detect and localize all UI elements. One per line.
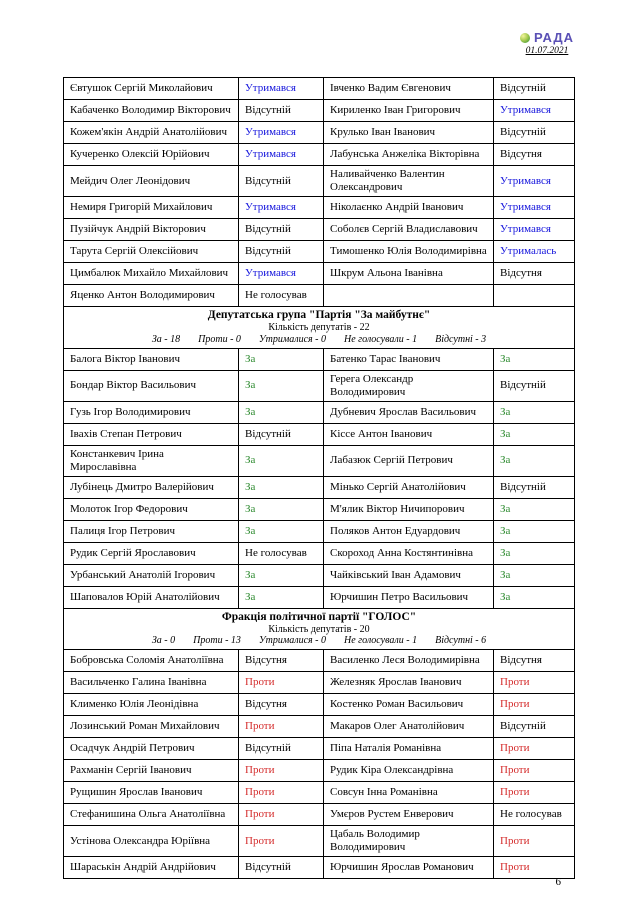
vote-cell: Утримався xyxy=(494,219,575,241)
vote-cell: Утримався xyxy=(494,100,575,122)
deputy-name-cell: Костенко Роман Васильович xyxy=(324,694,494,716)
deputy-name-cell: Рудик Кіра Олександрівна xyxy=(324,760,494,782)
table-row xyxy=(64,498,575,520)
vote-cell: Відсутній xyxy=(239,100,324,122)
table-row xyxy=(64,166,575,197)
table-row xyxy=(64,122,575,144)
vote-stat-item: Утрималися - 0 xyxy=(258,635,327,646)
section-deputy-count: Кількість депутатів - 20 xyxy=(268,623,370,635)
deputy-name-cell: Рущишин Ярослав Іванович xyxy=(64,782,239,804)
vote-cell: Проти xyxy=(494,782,575,804)
deputy-name-cell: Лозинський Роман Михайлович xyxy=(64,716,239,738)
document-date: 01.07.2021 xyxy=(525,46,569,56)
vote-cell: За xyxy=(239,476,324,498)
deputy-name-cell: Клименко Юлія Леонідівна xyxy=(64,694,239,716)
deputy-name-cell: Палиця Ігор Петрович xyxy=(64,520,239,542)
deputy-name-cell: Бобровська Соломія Анатоліївна xyxy=(64,650,239,672)
deputy-name-cell: Поляков Антон Едуардович xyxy=(324,520,494,542)
vote-cell: Утримався xyxy=(239,144,324,166)
table-row xyxy=(64,263,575,285)
vote-cell: Не голосував xyxy=(494,804,575,826)
deputy-name-cell: Євтушок Сергій Миколайович xyxy=(64,78,239,100)
table-row xyxy=(64,197,575,219)
vote-cell: Відсутня xyxy=(239,650,324,672)
vote-cell: Відсутній xyxy=(239,857,324,879)
section-vote-stats xyxy=(70,635,568,647)
rada-logo xyxy=(520,30,574,45)
deputy-name-cell: Кожем'якін Андрій Анатолійович xyxy=(64,122,239,144)
deputy-name-cell: Бондар Віктор Васильович xyxy=(64,370,239,401)
deputy-name-cell: Лабунська Анжеліка Вікторівна xyxy=(324,144,494,166)
deputy-name-cell: Дубневич Ярослав Васильович xyxy=(324,401,494,423)
table-row xyxy=(64,672,575,694)
deputy-name-cell: Макаров Олег Анатолійович xyxy=(324,716,494,738)
vote-cell: Утримався xyxy=(494,197,575,219)
vote-cell: За xyxy=(239,348,324,370)
vote-cell: Утрималась xyxy=(494,241,575,263)
deputy-name-cell: Мінько Сергій Анатолійович xyxy=(324,476,494,498)
vote-cell: Проти xyxy=(239,760,324,782)
vote-cell: За xyxy=(494,348,575,370)
section-header-cell xyxy=(64,307,575,349)
section-header-row xyxy=(64,307,575,349)
deputy-name-cell: Юрчишин Петро Васильович xyxy=(324,586,494,608)
deputy-name-cell: Рудик Сергій Ярославович xyxy=(64,542,239,564)
table-row xyxy=(64,100,575,122)
table-row xyxy=(64,401,575,423)
deputy-name-cell: Скороход Анна Костянтинівна xyxy=(324,542,494,564)
vote-cell: Не голосував xyxy=(239,542,324,564)
deputy-name-cell: Осадчук Андрій Петрович xyxy=(64,738,239,760)
vote-cell: Відсутній xyxy=(239,219,324,241)
deputy-name-cell xyxy=(324,285,494,307)
vote-cell: За xyxy=(239,445,324,476)
vote-cell: Не голосував xyxy=(239,285,324,307)
deputy-name-cell: Крулько Іван Іванович xyxy=(324,122,494,144)
deputy-name-cell: Василенко Леся Володимирівна xyxy=(324,650,494,672)
deputy-name-cell: Кириленко Іван Григорович xyxy=(324,100,494,122)
vote-cell: Проти xyxy=(494,672,575,694)
vote-cell: Проти xyxy=(494,760,575,782)
table-row xyxy=(64,370,575,401)
vote-stat-item: Проти - 13 xyxy=(193,635,241,646)
deputy-name-cell: Гузь Ігор Володимирович xyxy=(64,401,239,423)
vote-cell: Проти xyxy=(494,857,575,879)
deputy-name-cell: Юрчишин Ярослав Романович xyxy=(324,857,494,879)
table-row xyxy=(64,857,575,879)
table-row xyxy=(64,782,575,804)
table-row xyxy=(64,348,575,370)
table-row xyxy=(64,760,575,782)
vote-cell: За xyxy=(494,423,575,445)
deputy-name-cell: Яценко Антон Володимирович xyxy=(64,285,239,307)
vote-cell: Відсутній xyxy=(494,78,575,100)
deputy-name-cell: Молоток Ігор Федорович xyxy=(64,498,239,520)
deputy-name-cell: Лабазюк Сергій Петрович xyxy=(324,445,494,476)
deputy-name-cell: Кучеренко Олексій Юрійович xyxy=(64,144,239,166)
table-row xyxy=(64,423,575,445)
deputy-name-cell: Чайківський Іван Адамович xyxy=(324,564,494,586)
vote-cell: За xyxy=(494,498,575,520)
deputy-name-cell: Цабаль Володимир Володимирович xyxy=(324,826,494,857)
section-vote-stats xyxy=(70,334,568,346)
section-header-row xyxy=(64,608,575,650)
vote-cell: Відсутній xyxy=(239,241,324,263)
deputy-name-cell: Совсун Інна Романівна xyxy=(324,782,494,804)
vote-cell: Утримався xyxy=(239,78,324,100)
vote-cell: Утримався xyxy=(239,122,324,144)
vote-cell: Відсутній xyxy=(239,738,324,760)
vote-cell: За xyxy=(239,498,324,520)
deputy-name-cell: Констанкевич Ірина Мирославівна xyxy=(64,445,239,476)
deputy-name-cell: Лубінець Дмитро Валерійович xyxy=(64,476,239,498)
vote-stat-item: Не голосували - 1 xyxy=(344,333,418,345)
table-row xyxy=(64,520,575,542)
vote-stat-item: Відсутні - 3 xyxy=(435,333,487,345)
vote-cell: За xyxy=(494,542,575,564)
table-row xyxy=(64,716,575,738)
section-title: Фракція політичної партії "ГОЛОС" xyxy=(221,610,417,623)
vote-cell: За xyxy=(494,564,575,586)
vote-stat-item: Не голосували - 1 xyxy=(344,635,418,646)
table-row xyxy=(64,285,575,307)
section-title: Депутатська група "Партія "За майбутнє" xyxy=(207,309,431,321)
deputy-name-cell: Герега Олександр Володимирович xyxy=(324,370,494,401)
table-row xyxy=(64,219,575,241)
vote-cell: За xyxy=(239,401,324,423)
deputy-name-cell: Васильченко Галина Іванівна xyxy=(64,672,239,694)
section-deputy-count: Кількість депутатів - 22 xyxy=(268,322,370,333)
vote-cell: Проти xyxy=(494,738,575,760)
page-number: 6 xyxy=(555,876,561,888)
vote-cell: Проти xyxy=(239,716,324,738)
vote-stat-item: За - 18 xyxy=(151,333,181,345)
deputy-name-cell: Цимбалюк Михайло Михайлович xyxy=(64,263,239,285)
table-row xyxy=(64,144,575,166)
table-row xyxy=(64,564,575,586)
rada-globe-icon xyxy=(520,33,530,43)
table-row xyxy=(64,78,575,100)
table-row xyxy=(64,650,575,672)
vote-cell: Відсутній xyxy=(239,423,324,445)
deputy-name-cell: Кабаченко Володимир Вікторович xyxy=(64,100,239,122)
deputy-name-cell: Урбанський Анатолій Ігорович xyxy=(64,564,239,586)
voting-results-table xyxy=(63,77,575,879)
deputy-name-cell: М'ялик Віктор Ничипорович xyxy=(324,498,494,520)
vote-stat-item: За - 0 xyxy=(151,635,176,646)
vote-cell xyxy=(494,285,575,307)
vote-cell: Утримався xyxy=(239,263,324,285)
deputy-name-cell: Шкрум Альона Іванівна xyxy=(324,263,494,285)
vote-cell: Відсутня xyxy=(494,144,575,166)
deputy-name-cell: Ніколаєнко Андрій Іванович xyxy=(324,197,494,219)
deputy-name-cell: Тимошенко Юлія Володимирівна xyxy=(324,241,494,263)
deputy-name-cell: Шараськін Андрій Андрійович xyxy=(64,857,239,879)
vote-stat-item: Утрималися - 0 xyxy=(258,333,327,345)
table-row xyxy=(64,476,575,498)
deputy-name-cell: Мейдич Олег Леонідович xyxy=(64,166,239,197)
deputy-name-cell: Тарута Сергій Олексійович xyxy=(64,241,239,263)
vote-cell: Проти xyxy=(239,804,324,826)
vote-cell: Утримався xyxy=(239,197,324,219)
table-row xyxy=(64,826,575,857)
rada-logo-block xyxy=(520,30,574,56)
deputy-name-cell: Наливайченко Валентин Олександрович xyxy=(324,166,494,197)
deputy-name-cell: Івченко Вадим Євгенович xyxy=(324,78,494,100)
vote-cell: Відсутня xyxy=(494,263,575,285)
vote-cell: За xyxy=(239,564,324,586)
vote-cell: Відсутній xyxy=(494,122,575,144)
table-row xyxy=(64,586,575,608)
deputy-name-cell: Івахів Степан Петрович xyxy=(64,423,239,445)
vote-cell: Відсутній xyxy=(494,476,575,498)
vote-cell: За xyxy=(239,370,324,401)
vote-cell: Відсутня xyxy=(494,650,575,672)
vote-cell: За xyxy=(494,445,575,476)
vote-cell: Відсутній xyxy=(494,716,575,738)
vote-cell: За xyxy=(494,586,575,608)
deputy-name-cell: Шаповалов Юрій Анатолійович xyxy=(64,586,239,608)
vote-cell: Проти xyxy=(239,826,324,857)
deputy-name-cell: Соболєв Сергій Владиславович xyxy=(324,219,494,241)
vote-cell: Проти xyxy=(494,826,575,857)
vote-cell: Відсутня xyxy=(239,694,324,716)
deputy-name-cell: Пузійчук Андрій Вікторович xyxy=(64,219,239,241)
section-header-cell xyxy=(64,608,575,650)
vote-stat-item: Проти - 0 xyxy=(198,333,241,345)
table-row xyxy=(64,804,575,826)
table-row xyxy=(64,694,575,716)
deputy-name-cell: Умєров Рустем Енверович xyxy=(324,804,494,826)
deputy-name-cell: Рахманін Сергій Іванович xyxy=(64,760,239,782)
vote-cell: За xyxy=(239,520,324,542)
vote-cell: За xyxy=(494,401,575,423)
vote-cell: За xyxy=(494,520,575,542)
vote-cell: Проти xyxy=(494,694,575,716)
vote-cell: Проти xyxy=(239,782,324,804)
deputy-name-cell: Устінова Олександра Юріївна xyxy=(64,826,239,857)
vote-cell: Відсутній xyxy=(494,370,575,401)
deputy-name-cell: Балога Віктор Іванович xyxy=(64,348,239,370)
deputy-name-cell: Стефанишина Ольга Анатоліївна xyxy=(64,804,239,826)
vote-cell: Відсутній xyxy=(239,166,324,197)
vote-stat-item: Відсутні - 6 xyxy=(435,635,487,646)
deputy-name-cell: Піпа Наталія Романівна xyxy=(324,738,494,760)
deputy-name-cell: Кіссе Антон Іванович xyxy=(324,423,494,445)
table-row xyxy=(64,542,575,564)
vote-cell: Проти xyxy=(239,672,324,694)
deputy-name-cell: Железняк Ярослав Іванович xyxy=(324,672,494,694)
deputy-name-cell: Батенко Тарас Іванович xyxy=(324,348,494,370)
vote-cell: За xyxy=(239,586,324,608)
table-row xyxy=(64,445,575,476)
table-row xyxy=(64,241,575,263)
vote-cell: Утримався xyxy=(494,166,575,197)
table-row xyxy=(64,738,575,760)
deputy-name-cell: Немиря Григорій Михайлович xyxy=(64,197,239,219)
rada-logo-text: РАДА xyxy=(533,30,574,45)
